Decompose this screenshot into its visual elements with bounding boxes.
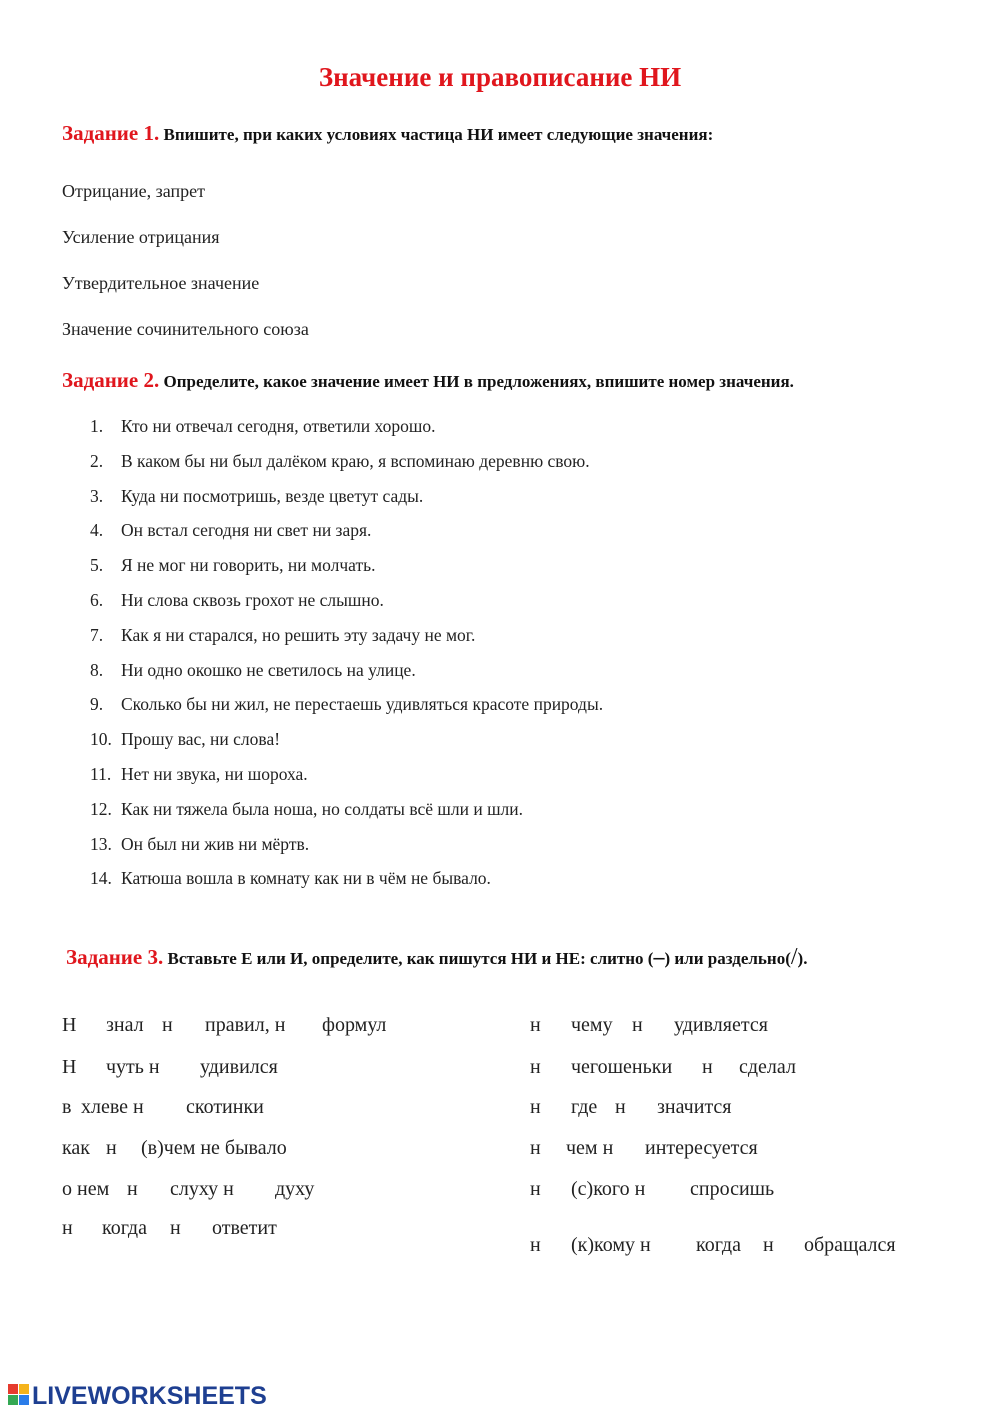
sentence-text: Ни одно окошко не светилось на улице. [121,659,416,680]
sentence-item [90,451,590,472]
exercise-fragment: ответит [212,1217,277,1239]
exercise-fragment: (в)чем не бывало [141,1137,287,1159]
exercise-fragment: н [62,1217,73,1239]
exercise-fragment: н [530,1178,541,1200]
exercise-fragment: н [763,1234,774,1256]
exercise-fragment: н [170,1217,181,1239]
exercise-fragment: н [632,1014,643,1036]
sentence-item [90,416,435,437]
task3-instruction-1: Вставьте Е или И, определите, как пишутся НИ и НЕ: слитно ( [167,949,654,968]
sentence-number: 12. [90,798,112,819]
exercise-fragment: н [615,1096,626,1118]
sentence-text: Сколько бы ни жил, не перестаешь удивляться красоте природы. [121,694,604,715]
task3-heading [66,944,807,971]
exercise-fragment: н [127,1178,138,1200]
sentence-text: Прошу вас, ни слова! [121,729,281,750]
exercise-fragment: н [530,1056,541,1078]
sentence-item [90,660,416,681]
sentence-number: 2. [90,450,104,471]
sentence-text: Как ни тяжела была ноша, но солдаты всё шли и шли. [121,798,524,819]
sentence-item [90,486,423,507]
sentence-text: Он был ни жив ни мёртв. [121,833,310,854]
separate-sign: / [790,944,798,970]
sentence-item [90,520,371,541]
exercise-fragment: в [62,1096,72,1118]
sentence-number: 11. [90,764,112,784]
exercise-fragment: (к)кому н [571,1234,651,1256]
sentence-number: 5. [90,555,104,576]
exercise-fragment: знал [106,1014,144,1036]
sentence-item [90,694,603,715]
logo-cubes-icon [8,1384,30,1408]
sentence-text: Он встал сегодня ни свет ни заря. [121,520,372,541]
exercise-fragment: где [571,1096,598,1118]
exercise-fragment: Н [62,1056,77,1078]
task2-label: Задание 2. [62,368,160,392]
sentence-text: Ни слова сквозь грохот не слышно. [121,590,384,610]
sentence-item [90,729,280,750]
sentence-number: 1. [90,416,104,436]
sentence-text: Я не мог ни говорить, ни молчать. [121,555,376,576]
exercise-fragment: слуху н [170,1178,234,1200]
exercise-fragment: интересуется [645,1137,758,1159]
logo-text: LIVEWORKSHEETS [32,1381,267,1410]
sentence-number: 7. [90,624,104,645]
sentence-text: Нет ни звука, ни шороха. [121,764,308,784]
sentence-number: 13. [90,833,112,854]
sentence-text: Куда ни посмотришь, везде цветут сады. [121,485,424,506]
exercise-fragment: чегошеньки [571,1056,673,1078]
liveworksheets-logo [8,1382,267,1410]
task3-instruction-2: ) или раздельно( [664,949,791,968]
exercise-fragment: правил, н [205,1014,286,1036]
exercise-fragment: Н [62,1014,77,1036]
sentence-text: Катюша вошла в комнату как ни в чём не бывало. [121,868,491,889]
sentence-text: В каком бы ни был далёком краю, я вспоминаю деревню свою. [121,450,590,471]
sentence-number: 10. [90,729,112,750]
sentence-text: Кто ни отвечал сегодня, ответили хорошо. [121,416,436,436]
exercise-fragment: н [530,1096,541,1118]
sentence-number: 14. [90,868,112,889]
exercise-fragment: удивился [200,1056,278,1078]
sentence-number: 8. [90,659,104,680]
exercise-fragment: н [530,1137,541,1159]
exercise-fragment: скотинки [186,1096,264,1118]
exercise-fragment: когда [102,1217,147,1239]
exercise-fragment: чем н [566,1137,614,1159]
task3-label: Задание 3. [66,945,164,969]
task3-instruction-3: ). [797,949,808,968]
sentence-item [90,764,308,785]
exercise-fragment: о нем [62,1178,110,1200]
exercise-fragment: духу [275,1178,315,1200]
task2-instruction: Определите, какое значение имеет НИ в предложениях, впишите номер значения. [163,372,794,391]
exercise-fragment: н [530,1014,541,1036]
exercise-fragment: обращался [804,1234,896,1256]
exercise-fragment: н [106,1137,117,1159]
sentence-item [90,834,309,855]
exercise-fragment: спросишь [690,1178,775,1200]
page-title: Значение и правописание НИ [318,62,682,92]
task2-heading [62,368,794,393]
sentence-item [90,555,375,576]
meaning-item: Утвердительное значение [62,273,260,293]
sentence-item [90,799,523,820]
exercise-fragment: хлеве н [81,1096,144,1118]
task1-instruction: Впишите, при каких условиях частица НИ имеет следующие значения: [163,125,714,144]
sentence-text: Как я ни старался, но решить эту задачу не мог. [121,624,476,645]
exercise-fragment: значится [657,1096,732,1118]
meaning-item: Значение сочинительного союза [62,319,309,339]
task1-label: Задание 1. [62,121,160,145]
exercise-fragment: как [62,1137,91,1159]
joined-sign: ‒ [653,944,665,969]
exercise-fragment: н [702,1056,713,1078]
task1-heading [62,121,713,146]
sentence-number: 9. [90,694,104,715]
sentence-item [90,625,475,646]
meaning-item: Отрицание, запрет [62,181,205,201]
exercise-fragment: (с)кого н [571,1178,646,1200]
meaning-item: Усиление отрицания [62,227,220,247]
exercise-fragment: н [530,1234,541,1256]
exercise-fragment: чему [571,1014,613,1036]
sentence-number: 3. [90,485,104,506]
exercise-fragment: формул [322,1014,387,1036]
exercise-fragment: чуть н [106,1056,160,1078]
exercise-fragment: удивляется [674,1014,768,1036]
sentence-number: 4. [90,520,104,541]
sentence-number: 6. [90,590,104,610]
sentence-item [90,590,384,611]
exercise-fragment: сделал [739,1056,796,1078]
sentence-item [90,868,491,889]
exercise-fragment: когда [696,1234,741,1256]
exercise-fragment: н [162,1014,173,1036]
